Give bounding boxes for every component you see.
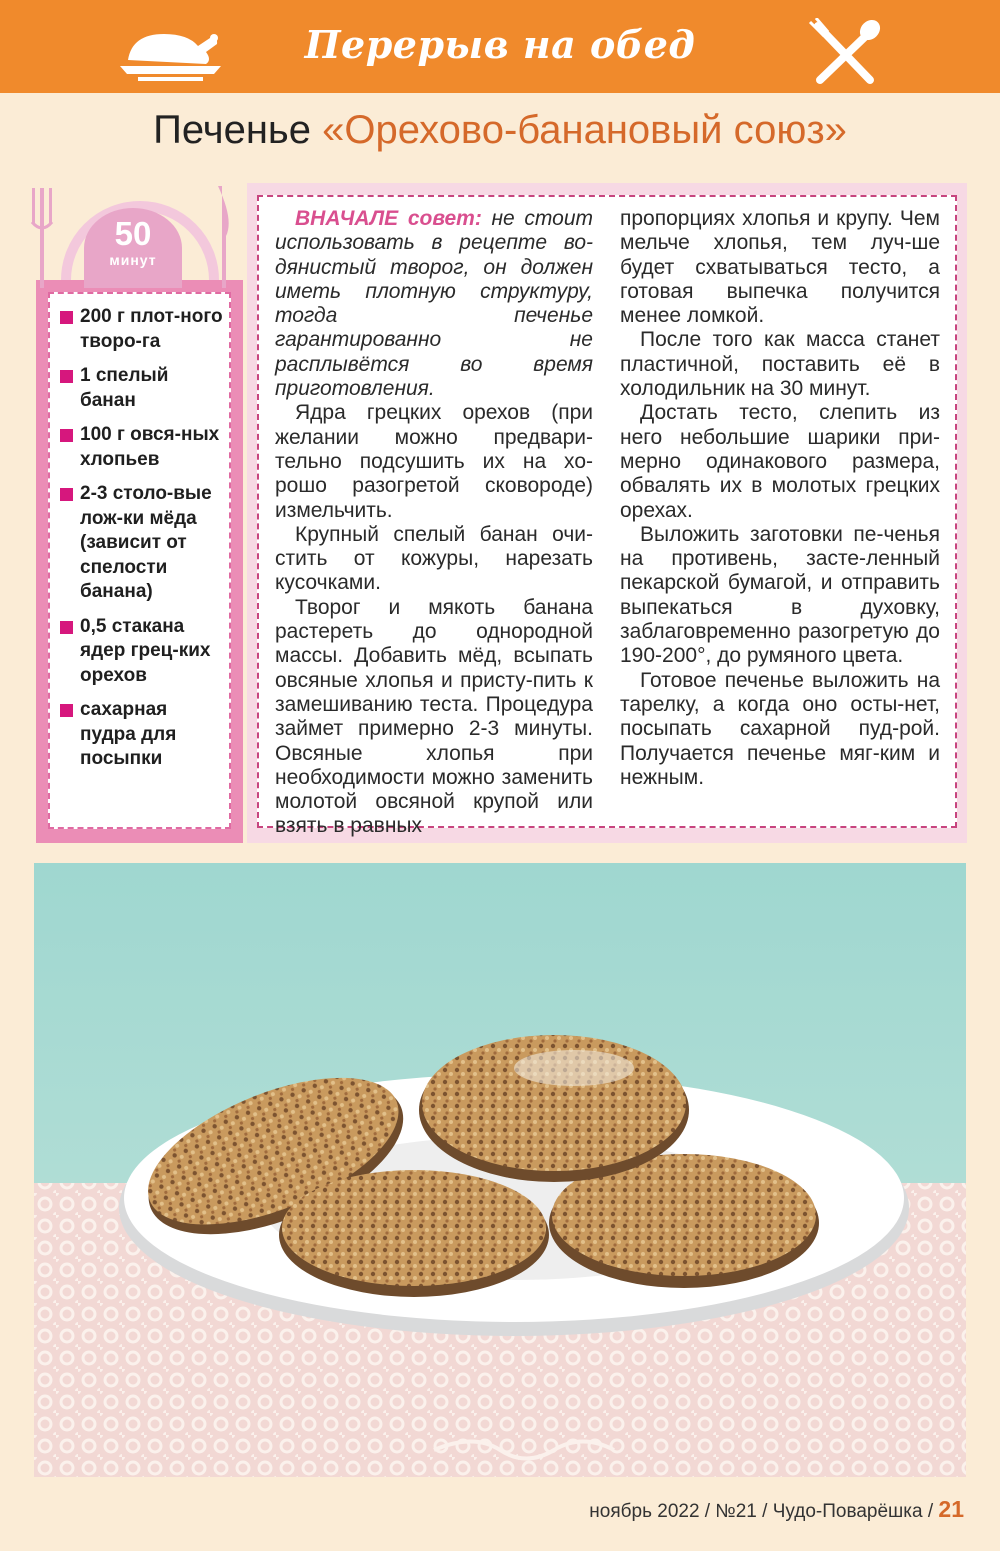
section-header xyxy=(0,0,1000,93)
instruction-paragraph: Крупный спелый банан очи-стить от кожуры, нарезать кусочками. xyxy=(275,522,593,595)
instructions-column-1 xyxy=(275,207,593,839)
instruction-paragraph: Достать тесто, слепить из него небольшие шарики при-мерно одинакового размера, обвалять их в молотых грецких орехах. xyxy=(620,401,940,522)
bullet-square-icon xyxy=(60,370,73,383)
section-title: Перерыв на обед xyxy=(304,22,696,67)
cooking-time-value: 50 xyxy=(114,215,152,252)
recipe-title xyxy=(0,108,1000,153)
page-number: 21 xyxy=(938,1496,964,1522)
bullet-square-icon xyxy=(60,311,73,324)
instruction-paragraph: Ядра грецких орехов (при желании можно предвари-тельно подсушить их на хо-рошо разогретой сковороде) измельчить. xyxy=(275,401,593,522)
cooking-time-unit: минут xyxy=(109,252,157,268)
ingredient-item: сахарная пудра для посыпки xyxy=(58,698,228,772)
cookies-photo xyxy=(34,863,966,1477)
ingredient-item: 100 г овся-ных хлопьев xyxy=(58,423,228,472)
cooking-time-badge xyxy=(84,208,182,288)
ingredient-item: 2-3 столо-вые лож-ки мёда (зависит от спелости банана) xyxy=(58,482,228,605)
ingredients-list xyxy=(58,305,228,782)
ingredient-item: 200 г плот-ного творо-га xyxy=(58,305,228,354)
recipe-title-name: «Орехово-банановый союз» xyxy=(322,108,847,152)
ingredient-item: 1 спелый банан xyxy=(58,364,228,413)
bullet-square-icon xyxy=(60,621,73,634)
fork-spoon-icon xyxy=(806,18,884,86)
instruction-paragraph: После того как масса станет пластичной, поставить её в холодильник на 30 минут. xyxy=(620,328,940,401)
tip-lead: ВНАЧАЛЕ совет: xyxy=(295,207,482,230)
instructions-column-2 xyxy=(620,207,940,790)
page-footer xyxy=(589,1496,964,1523)
bullet-square-icon xyxy=(60,704,73,717)
ingredient-item: 0,5 стакана ядер грец-ких орехов xyxy=(58,615,228,689)
instruction-paragraph-continued: пропорциях хлопья и крупу. Чем мельче хлопья, тем луч-ше будет схватываться тесто, а готовая выпечка получится менее ломкой. xyxy=(620,207,940,328)
tip-text: не стоит использовать в рецепте во-дянистый творог, он должен иметь плотную структуру, тогда печенье гарантированно не расплывётся во время приготовления. xyxy=(275,207,593,401)
bullet-square-icon xyxy=(60,488,73,501)
recipe-title-prefix: Печенье xyxy=(153,108,311,152)
instruction-paragraph: Выложить заготовки пе-ченья на противень, засте-ленный пекарской бумагой, и отправить выпекаться в духовку, заблаговременно разогретую до 190-200°, до румяного цвета. xyxy=(620,522,940,668)
instruction-paragraph: Готовое печенье выложить на тарелку, а когда оно осты-нет, посыпать сахарной пуд-рой. Получается печенье мяг-ким и нежным. xyxy=(620,668,940,789)
instruction-paragraph: Творог и мякоть банана растереть до однородной массы. Добавить мёд, всыпать овсяные хлопья и присту-пить к замешиванию теста. Процедура займет примерно 2-3 минуты. Овсяные хлопья при необходимости можно заменить молотой овсяной крупой или взять в равных xyxy=(275,595,593,838)
issue-info: ноябрь 2022 / №21 / Чудо-Поварёшка / xyxy=(589,1501,939,1522)
tip-paragraph xyxy=(275,207,593,401)
bullet-square-icon xyxy=(60,429,73,442)
